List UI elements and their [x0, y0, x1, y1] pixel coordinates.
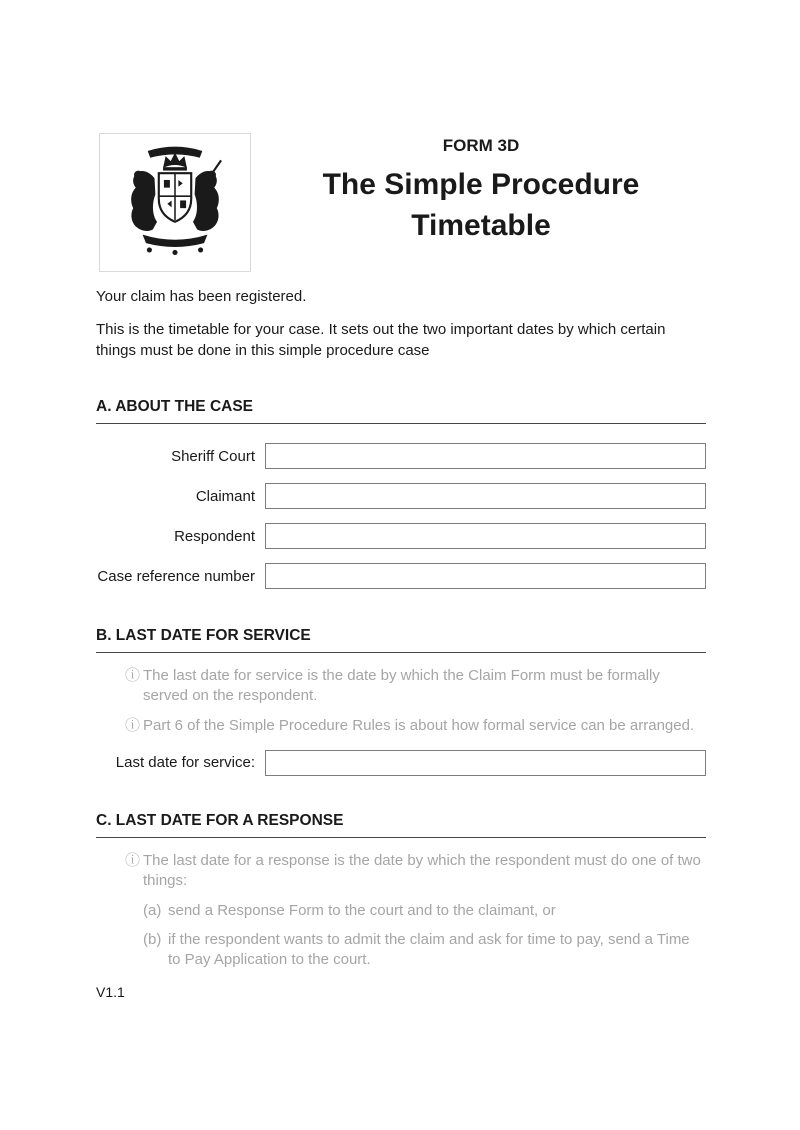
- sheriff-court-label: Sheriff Court: [171, 447, 255, 465]
- claimant-input[interactable]: [265, 483, 706, 509]
- sheriff-court-input[interactable]: [265, 443, 706, 469]
- list-item-text: if the respondent wants to admit the claim and ask for time to pay, send a Time to Pay Application to the court.: [168, 930, 690, 968]
- section-a-heading: A. ABOUT THE CASE: [96, 398, 706, 424]
- list-marker: (b): [143, 930, 162, 948]
- intro-line2: This is the timetable for your case. It sets out the two important dates by which certain things must be done in this simple procedure case: [96, 321, 666, 359]
- case-reference-number-input[interactable]: [265, 563, 706, 589]
- info-icon: ⓘ: [125, 852, 141, 869]
- list-item: [96, 930, 706, 971]
- field-row-last-date-for-service: [96, 750, 706, 776]
- note-text: Part 6 of the Simple Procedure Rules is about how formal service can be arranged.: [143, 716, 695, 734]
- field-row-case-reference-number: [96, 563, 706, 589]
- list-marker: (a): [143, 901, 162, 919]
- claimant-label: Claimant: [195, 487, 255, 505]
- info-icon: ⓘ: [125, 667, 141, 684]
- note: [96, 716, 706, 736]
- section-b-notes: [96, 666, 706, 736]
- royal-coat-of-arms-icon: [105, 139, 245, 267]
- note: [96, 851, 706, 892]
- note: [96, 666, 706, 707]
- form-header: [276, 136, 686, 246]
- case-reference-number-label: Case reference number: [97, 567, 255, 585]
- royal-coat-of-arms-logo: [99, 133, 251, 272]
- field-row-respondent: [96, 523, 706, 549]
- section-last-date-for-a-response: [96, 812, 706, 979]
- intro-text: [96, 286, 696, 361]
- form-title: [276, 165, 686, 246]
- intro-line1: Your claim has been registered.: [96, 288, 307, 305]
- list-item-text: send a Response Form to the court and to the claimant, or: [168, 901, 556, 919]
- last-date-for-service-label: Last date for service:: [115, 754, 255, 772]
- form-title-line1: The Simple Procedure: [322, 168, 640, 201]
- note-text: The last date for a response is the date by which the respondent must do one of two things:: [143, 852, 701, 890]
- respondent-input[interactable]: [265, 523, 706, 549]
- form-version: V1.1: [96, 984, 125, 1000]
- section-last-date-for-service: [96, 627, 706, 790]
- section-c-notes: [96, 851, 706, 892]
- section-about-the-case: [96, 398, 706, 603]
- section-a-fields: [96, 443, 706, 589]
- section-b-heading: B. LAST DATE FOR SERVICE: [96, 627, 706, 653]
- field-row-claimant: [96, 483, 706, 509]
- list-item: [96, 901, 706, 921]
- respondent-label: Respondent: [174, 527, 255, 545]
- info-icon: ⓘ: [125, 716, 141, 734]
- form-number: FORM 3D: [442, 136, 520, 155]
- last-date-for-service-input[interactable]: [265, 750, 706, 776]
- response-options-list: [96, 901, 706, 971]
- field-row-sheriff-court: [96, 443, 706, 469]
- form-title-line2: Timetable: [411, 208, 551, 242]
- note-text: The last date for service is the date by which the Claim Form must be formally served on the respondent.: [143, 667, 660, 705]
- section-c-heading: C. LAST DATE FOR A RESPONSE: [96, 812, 706, 838]
